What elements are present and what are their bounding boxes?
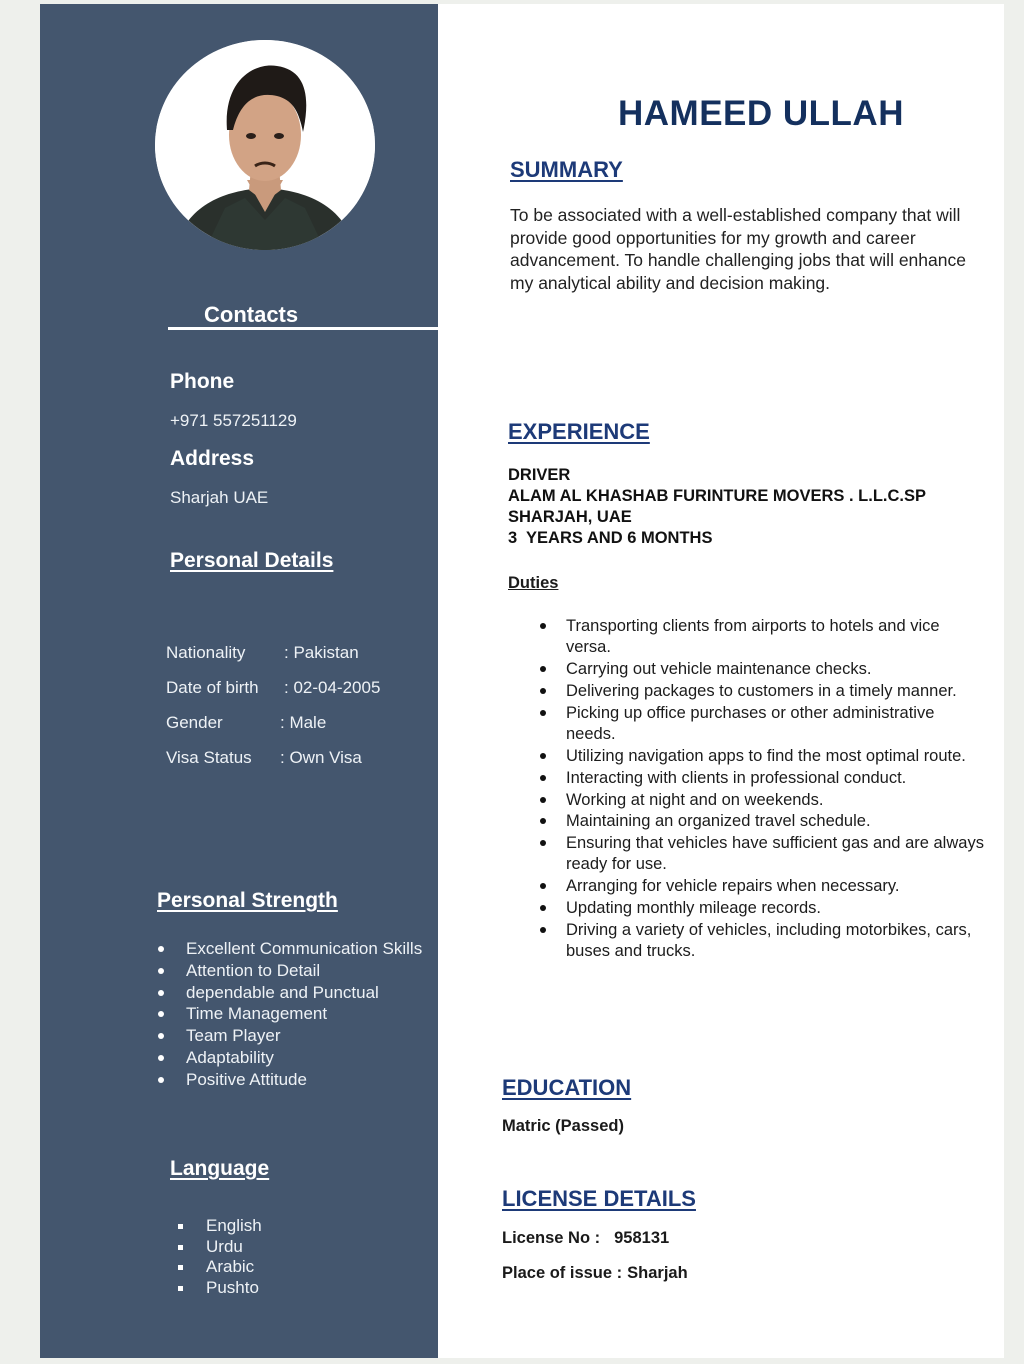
list-item: Urdu <box>176 1237 262 1258</box>
bullet-icon <box>158 990 164 996</box>
list-item: Positive Attitude <box>156 1069 422 1091</box>
license-place-value: Sharjah <box>627 1264 688 1282</box>
address-label: Address <box>170 447 255 470</box>
bullet-icon <box>540 883 546 889</box>
language-list <box>176 1216 262 1298</box>
license-place-label: Place of issue : <box>502 1264 623 1282</box>
license-number-label: License No : <box>502 1229 601 1247</box>
bullet-icon <box>540 753 546 759</box>
summary-heading: SUMMARY <box>510 157 623 182</box>
contacts-heading: Contacts <box>204 302 299 327</box>
duties-list <box>566 616 986 963</box>
license-heading: LICENSE DETAILS <box>502 1186 696 1211</box>
education-heading: EDUCATION <box>502 1075 632 1100</box>
phone-label: Phone <box>170 370 235 393</box>
bullet-icon <box>540 623 546 629</box>
job-duration: 3 YEARS AND 6 MONTHS <box>508 529 713 547</box>
personal-details-heading: Personal Details <box>170 549 334 572</box>
detail-value: : Pakistan <box>284 643 359 662</box>
list-item: Driving a variety of vehicles, including motorbikes, cars, buses and trucks. <box>566 920 986 962</box>
bullet-icon <box>158 968 164 974</box>
profile-photo <box>155 40 375 250</box>
resume-page <box>40 4 1004 1358</box>
bullet-icon <box>158 946 164 952</box>
list-item: Maintaining an organized travel schedule. <box>566 811 986 832</box>
experience-heading: EXPERIENCE <box>508 419 650 444</box>
license-number-value: 958131 <box>614 1229 670 1247</box>
address-value: Sharjah UAE <box>170 488 269 507</box>
strength-list <box>156 938 422 1091</box>
list-item: Pushto <box>176 1278 262 1299</box>
square-bullet-icon <box>178 1286 183 1291</box>
square-bullet-icon <box>178 1224 183 1229</box>
bullet-icon <box>540 710 546 716</box>
list-item: Team Player <box>156 1025 422 1047</box>
main-column <box>438 4 1004 1358</box>
list-item: Picking up office purchases or other administrative needs. <box>566 703 986 745</box>
list-item: dependable and Punctual <box>156 982 422 1004</box>
list-item: English <box>176 1216 262 1237</box>
education-value: Matric (Passed) <box>502 1117 624 1135</box>
square-bullet-icon <box>178 1245 183 1250</box>
company-name: ALAM AL KHASHAB FURINTURE MOVERS . L.L.C.SP <box>508 487 927 505</box>
detail-row-visa <box>166 748 362 768</box>
contacts-divider <box>168 327 438 330</box>
candidate-name: HAMEED ULLAH <box>618 94 904 133</box>
list-item: Ensuring that vehicles have sufficient gas and are always ready for use. <box>566 833 986 875</box>
bullet-icon <box>158 1033 164 1039</box>
detail-label: Visa Status <box>166 748 252 767</box>
bullet-icon <box>158 1077 164 1083</box>
bullet-icon <box>540 927 546 933</box>
list-item: Working at night and on weekends. <box>566 790 986 811</box>
detail-row-gender <box>166 713 326 733</box>
list-item: Excellent Communication Skills <box>156 938 422 960</box>
detail-value: : Own Visa <box>280 748 362 767</box>
list-item: Arabic <box>176 1257 262 1278</box>
bullet-icon <box>540 840 546 846</box>
bullet-icon <box>540 775 546 781</box>
job-location: SHARJAH, UAE <box>508 508 632 526</box>
license-number-row <box>502 1229 669 1248</box>
detail-label: Gender <box>166 713 223 732</box>
list-item: Updating monthly mileage records. <box>566 898 986 919</box>
bullet-icon <box>540 688 546 694</box>
license-place-row <box>502 1264 688 1283</box>
list-item: Arranging for vehicle repairs when necessary. <box>566 876 986 897</box>
detail-label: Date of birth <box>166 678 259 697</box>
bullet-icon <box>540 666 546 672</box>
list-item: Delivering packages to customers in a timely manner. <box>566 681 986 702</box>
duties-heading: Duties <box>508 574 559 592</box>
list-item: Adaptability <box>156 1047 422 1069</box>
summary-text: To be associated with a well-established company that will provide good opportunities for my growth and career advancement. To handle challenging jobs that will enhance my analytical ability and decision making. <box>510 205 966 293</box>
detail-value: : Male <box>280 713 327 732</box>
list-item: Attention to Detail <box>156 960 422 982</box>
personal-strength-heading: Personal Strength <box>157 889 338 912</box>
detail-row-dob <box>166 678 380 698</box>
detail-row-nationality <box>166 643 359 663</box>
list-item: Carrying out vehicle maintenance checks. <box>566 659 986 680</box>
square-bullet-icon <box>178 1265 183 1270</box>
detail-value: : 02-04-2005 <box>284 678 381 697</box>
job-title: DRIVER <box>508 466 571 484</box>
detail-label: Nationality <box>166 643 246 662</box>
list-item: Interacting with clients in professional conduct. <box>566 768 986 789</box>
phone-value: +971 557251129 <box>170 411 297 430</box>
bullet-icon <box>540 797 546 803</box>
language-heading: Language <box>170 1157 270 1180</box>
bullet-icon <box>540 818 546 824</box>
bullet-icon <box>158 1011 164 1017</box>
bullet-icon <box>158 1055 164 1061</box>
sidebar <box>40 4 438 1358</box>
bullet-icon <box>540 905 546 911</box>
list-item: Transporting clients from airports to hotels and vice versa. <box>566 616 986 658</box>
list-item: Time Management <box>156 1003 422 1025</box>
list-item: Utilizing navigation apps to find the most optimal route. <box>566 746 986 767</box>
